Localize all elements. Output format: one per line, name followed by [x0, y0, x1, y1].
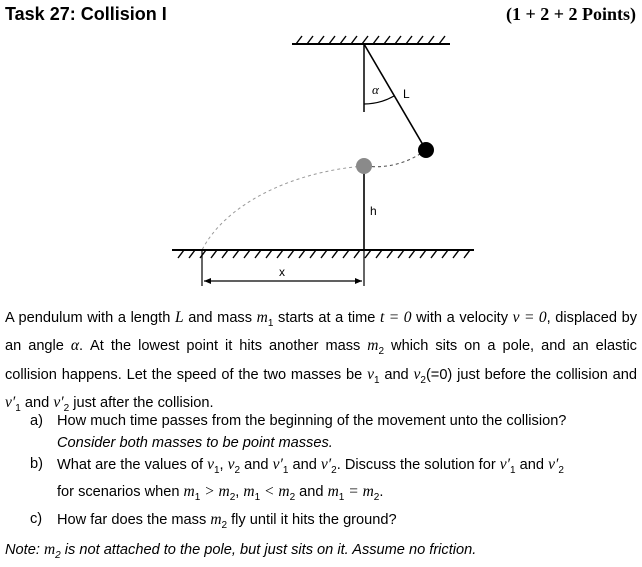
- question-c-label: c): [30, 510, 43, 527]
- question-b-label: b): [30, 456, 43, 472]
- task-points: (1 + 2 + 2 Points): [505, 4, 636, 24]
- mass-1: [418, 142, 434, 158]
- question-b: [30, 454, 638, 509]
- note: Note: $m_2$ is not attached to the pole, but just sits on it. Assume no friction.: [5, 541, 477, 561]
- ground-hatching: [178, 250, 470, 258]
- flight-trajectory: [202, 166, 364, 250]
- pendulum-string: [364, 44, 426, 150]
- distance-arrowhead-left: [204, 278, 211, 284]
- question-a-label: a): [30, 413, 43, 429]
- question-a-hint: Consider both masses to be point masses.: [57, 434, 333, 451]
- problem-description: A pendulum with a length L and mass $m_1$ starts at a time t = 0 with a velocity v = 0, displaced by an angle α. At the lowest point it hits another mass $m_2$ which sits on a pole, and an elastic collision happens. Let the speed of the two masses be $v_1$ and $v_2(=0)$ just before the collision and $v'_1$ and $v'_2$ just after the collision.: [5, 309, 637, 415]
- angle-arc: [364, 96, 394, 104]
- question-list: [30, 411, 638, 536]
- question-a: [30, 411, 638, 454]
- task-title: Task 27: Collision I: [5, 4, 167, 24]
- question-c: [30, 509, 638, 536]
- length-label: L: [403, 87, 410, 101]
- distance-arrowhead-right: [355, 278, 362, 284]
- ceiling-hatching: [296, 36, 445, 44]
- swing-path: [366, 150, 426, 167]
- angle-label: α: [372, 82, 379, 97]
- question-b-text: What are the values of $v_1$, $v_2$ and $v'_1$ and $v'_2$. Discuss the solution for $v'_1$ and $v'_2$ for scenarios when $m_1 > m_2$, $m_1 < m_2$ and $m_1 = m_2$.: [57, 456, 564, 504]
- height-label: h: [370, 204, 377, 218]
- question-a-text: How much time passes from the beginning of the movement unto the collision?: [57, 413, 567, 429]
- distance-label: x: [279, 265, 285, 279]
- question-c-text: How far does the mass $m_2$ fly until it hits the ground?: [57, 510, 397, 531]
- mass-2: [356, 158, 372, 174]
